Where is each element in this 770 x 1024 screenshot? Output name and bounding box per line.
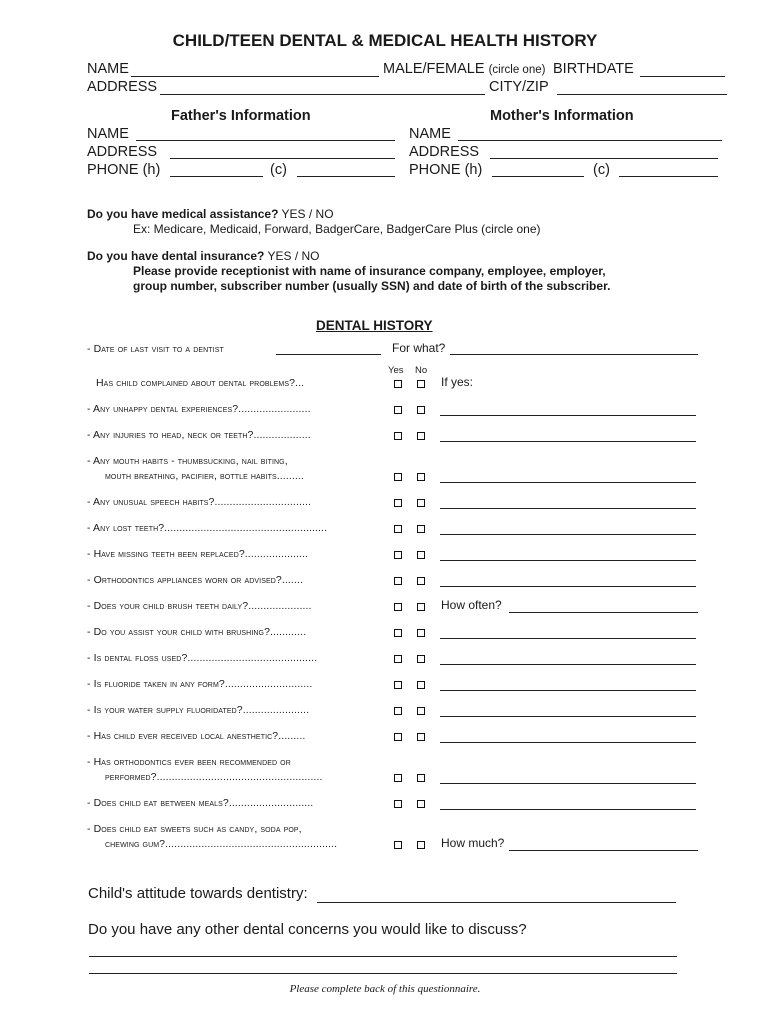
mother-name-label: NAME <box>409 126 451 142</box>
question-text: - Any mouth habits - thumbsucking, nail biting, <box>87 455 288 467</box>
yes-checkbox[interactable] <box>394 707 402 715</box>
insurance-note-2: group number, subscriber number (usually SSN) and date of birth of the subscriber. <box>133 279 611 293</box>
no-checkbox[interactable] <box>417 841 425 849</box>
answer-field[interactable] <box>440 742 696 743</box>
answer-prompt: How much? <box>441 836 505 850</box>
yes-checkbox[interactable] <box>394 406 402 414</box>
no-checkbox[interactable] <box>417 406 425 414</box>
question-text: - Have missing teeth been replaced?..................... <box>87 548 309 560</box>
mother-cell-field[interactable] <box>619 176 718 177</box>
answer-prompt: If yes: <box>441 375 474 389</box>
concerns-label: Do you have any other dental concerns you would like to discuss? <box>88 921 527 938</box>
patient-address-label: ADDRESS <box>87 79 158 95</box>
yes-column-label: Yes <box>388 365 404 376</box>
question-text-continued: mouth breathing, pacifier, bottle habits......... <box>105 470 304 482</box>
answer-prompt: How often? <box>441 598 502 612</box>
dental-history-heading: DENTAL HISTORY <box>316 318 433 333</box>
no-checkbox[interactable] <box>417 629 425 637</box>
question-text-continued: chewing gum?......................................................... <box>105 838 338 850</box>
question-text: - Does your child brush teeth daily?..................... <box>87 600 312 612</box>
mother-address-label: ADDRESS <box>409 144 480 160</box>
no-checkbox[interactable] <box>417 551 425 559</box>
father-address-label: ADDRESS <box>87 144 158 160</box>
father-phone-field[interactable] <box>170 176 263 177</box>
answer-field[interactable] <box>440 508 696 509</box>
answer-field[interactable] <box>440 638 696 639</box>
question-text: - Is dental floss used?........................................... <box>87 652 318 664</box>
no-checkbox[interactable] <box>417 707 425 715</box>
mother-address-field[interactable] <box>490 158 718 159</box>
mother-name-field[interactable] <box>458 140 722 141</box>
no-checkbox[interactable] <box>417 499 425 507</box>
yes-checkbox[interactable] <box>394 655 402 663</box>
concerns-line-1[interactable] <box>89 956 677 957</box>
form-title: CHILD/TEEN DENTAL & MEDICAL HEALTH HISTORY <box>172 31 598 50</box>
answer-field[interactable] <box>509 612 698 613</box>
birthdate-label: BIRTHDATE <box>553 61 634 77</box>
yes-checkbox[interactable] <box>394 603 402 611</box>
father-address-field[interactable] <box>170 158 395 159</box>
no-checkbox[interactable] <box>417 655 425 663</box>
no-checkbox[interactable] <box>417 577 425 585</box>
question-text: - Does child eat between meals?............................ <box>87 797 314 809</box>
answer-field[interactable] <box>440 664 696 665</box>
mother-heading: Mother's Information <box>490 108 634 124</box>
answer-field[interactable] <box>440 783 696 784</box>
father-phone-label: PHONE (h) <box>87 162 161 178</box>
yes-checkbox[interactable] <box>394 473 402 481</box>
father-heading: Father's Information <box>171 108 311 124</box>
question-text-continued: performed?....................................................... <box>105 771 323 783</box>
question-text: - Is your water supply fluoridated?...................... <box>87 704 310 716</box>
father-name-field[interactable] <box>136 140 395 141</box>
attitude-field[interactable] <box>317 902 676 903</box>
father-name-label: NAME <box>87 126 129 142</box>
yes-checkbox[interactable] <box>394 551 402 559</box>
for-what-field[interactable] <box>450 354 698 355</box>
question-text: - Orthodontics appliances worn or advised?....... <box>87 574 303 586</box>
question-text: - Has child ever received local anesthetic?......... <box>87 730 306 742</box>
yes-checkbox[interactable] <box>394 577 402 585</box>
question-text: - Any injuries to head, neck or teeth?................... <box>87 429 311 441</box>
no-checkbox[interactable] <box>417 681 425 689</box>
no-checkbox[interactable] <box>417 473 425 481</box>
answer-field[interactable] <box>509 850 698 851</box>
no-checkbox[interactable] <box>417 525 425 533</box>
patient-name-field[interactable] <box>131 76 379 77</box>
mother-phone-field[interactable] <box>492 176 584 177</box>
question-text: - Any unhappy dental experiences?........................ <box>87 403 311 415</box>
father-cell-field[interactable] <box>297 176 395 177</box>
answer-field[interactable] <box>440 560 696 561</box>
mother-cell-label: (c) <box>593 162 610 178</box>
no-checkbox[interactable] <box>417 603 425 611</box>
question-text: - Any unusual speech habits?................................ <box>87 496 312 508</box>
yes-checkbox[interactable] <box>394 841 402 849</box>
yes-checkbox[interactable] <box>394 380 402 388</box>
yes-checkbox[interactable] <box>394 800 402 808</box>
yes-checkbox[interactable] <box>394 681 402 689</box>
mother-phone-label: PHONE (h) <box>409 162 483 178</box>
no-column-label: No <box>415 365 428 376</box>
no-checkbox[interactable] <box>417 733 425 741</box>
medical-question: Do you have medical assistance? YES / NO <box>87 207 334 221</box>
for-what-label: For what? <box>392 341 446 355</box>
answer-field[interactable] <box>440 415 696 416</box>
birthdate-field[interactable] <box>640 76 725 77</box>
cityzip-field[interactable] <box>557 94 727 95</box>
no-checkbox[interactable] <box>417 380 425 388</box>
answer-field[interactable] <box>440 716 696 717</box>
footer-note: Please complete back of this questionnaire. <box>289 983 481 995</box>
gender-label: MALE/FEMALE (circle one) <box>383 61 546 77</box>
no-checkbox[interactable] <box>417 774 425 782</box>
question-text: - Has orthodontics ever been recommended or <box>87 756 291 768</box>
yes-checkbox[interactable] <box>394 629 402 637</box>
cityzip-label: CITY/ZIP <box>489 79 549 95</box>
yes-checkbox[interactable] <box>394 774 402 782</box>
patient-name-label: NAME <box>87 61 129 77</box>
answer-field[interactable] <box>440 441 696 442</box>
father-cell-label: (c) <box>270 162 287 178</box>
answer-field[interactable] <box>440 690 696 691</box>
answer-field[interactable] <box>440 586 696 587</box>
insurance-note-1: Please provide receptionist with name of insurance company, employee, employer, <box>133 264 606 278</box>
insurance-question: Do you have dental insurance? YES / NO <box>87 249 320 263</box>
medical-example: Ex: Medicare, Medicaid, Forward, BadgerCare, BadgerCare Plus (circle one) <box>133 222 541 236</box>
question-text: Has child complained about dental problems?... <box>96 377 305 389</box>
no-checkbox[interactable] <box>417 432 425 440</box>
question-text: - Does child eat sweets such as candy, soda pop, <box>87 823 302 835</box>
question-text: - Is fluoride taken in any form?............................. <box>87 678 313 690</box>
question-text: - Any lost teeth?...................................................... <box>87 522 328 534</box>
yes-checkbox[interactable] <box>394 525 402 533</box>
answer-field[interactable] <box>440 534 696 535</box>
patient-address-field[interactable] <box>160 94 485 95</box>
last-visit-field[interactable] <box>276 354 381 355</box>
answer-field[interactable] <box>440 809 696 810</box>
no-checkbox[interactable] <box>417 800 425 808</box>
medical-options: YES / NO <box>281 207 334 221</box>
attitude-label: Child's attitude towards dentistry: <box>88 885 308 902</box>
yes-checkbox[interactable] <box>394 499 402 507</box>
concerns-line-2[interactable] <box>89 973 677 974</box>
answer-field[interactable] <box>440 482 696 483</box>
insurance-options: YES / NO <box>267 249 320 263</box>
question-text: - Do you assist your child with brushing?............ <box>87 626 307 638</box>
last-visit-label: - Date of last visit to a dentist <box>87 343 224 355</box>
yes-checkbox[interactable] <box>394 432 402 440</box>
yes-checkbox[interactable] <box>394 733 402 741</box>
